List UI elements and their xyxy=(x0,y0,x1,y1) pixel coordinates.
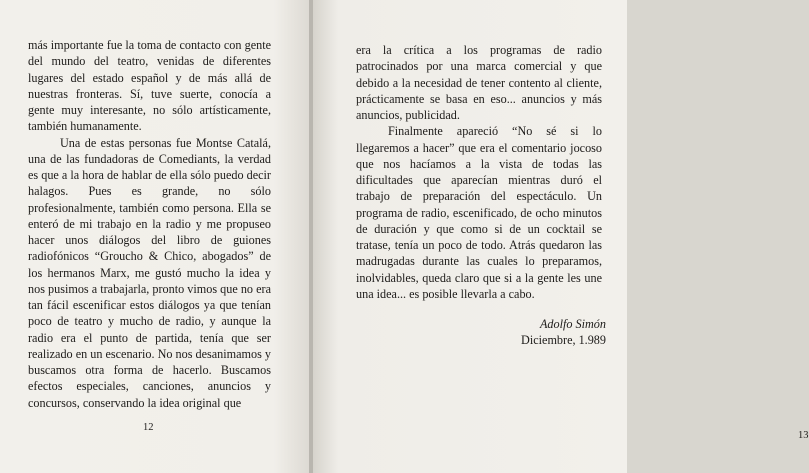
signature-date: Diciembre, 1.989 xyxy=(521,333,606,347)
left-page-text xyxy=(28,37,271,411)
signature-block xyxy=(521,316,606,348)
paragraph: más importante fue la toma de contacto con gente del mundo del teatro, venidas de diferentes lugares del estado español y de más allá de nuestras fronteras. Sí, tuve suerte, conocía a gente muy interesante, no sólo artísticamente, también humanamente. xyxy=(28,38,271,134)
left-page xyxy=(0,0,311,473)
right-page-text xyxy=(356,42,602,302)
paragraph: Una de estas personas fue Montse Catalá, una de las fundadoras de Comediants, la verdad es que a la hora de hablar de ella sólo puedo decir halagos. Pues es grande, no sólo profesionalmente, también como persona. Ella se enteró de mi trabajo en la radio y me propuseo hacer unos diálogos del libro de guiones radiofónicos “Groucho & Chico, abogados” de los hermanos Marx, me gustó mucho la idea y nos pusimos a trabajarla, pronto vimos que no era tan fácil escenificar estos diálogos ya que tenían poco de teatro y mucho de radio, y aunque la radio era el punto de partida, tenía que ser realizado en un escenario. No nos desanimamos y buscamos otra forma de hacerlo. Buscamos efectos especiales, canciones, anuncios y concursos, conservando la idea original que xyxy=(28,135,271,410)
paragraph: era la crítica a los programas de radio patrocinados por una marca comercial y que debido a la necesidad de tener contento al cliente, prácticamente se basa en eso... anuncios y más anuncios, publicidad. xyxy=(356,43,602,122)
page-number: 12 xyxy=(143,422,154,433)
page-number: 13 xyxy=(798,430,809,441)
paragraph: Finalmente apareció “No sé si lo llegaremos a hacer” que era el comentario jocoso que nos hacíamos a la vista de todas las dificultades que aparecían mientras duró el trabajo de preparación del espectáculo. Un programa de radio, escenificado, de ocho minutos de duración y que como si de un cocktail se tratase, tenía un poco de todo. Atrás quedaron las madrugadas durante las cuales lo preparamos, inolvidables, queda claro que si a la gente les une una idea... es posible llevarla a cabo. xyxy=(356,124,602,301)
right-page xyxy=(313,0,809,473)
author-name: Adolfo Simón xyxy=(539,317,606,331)
